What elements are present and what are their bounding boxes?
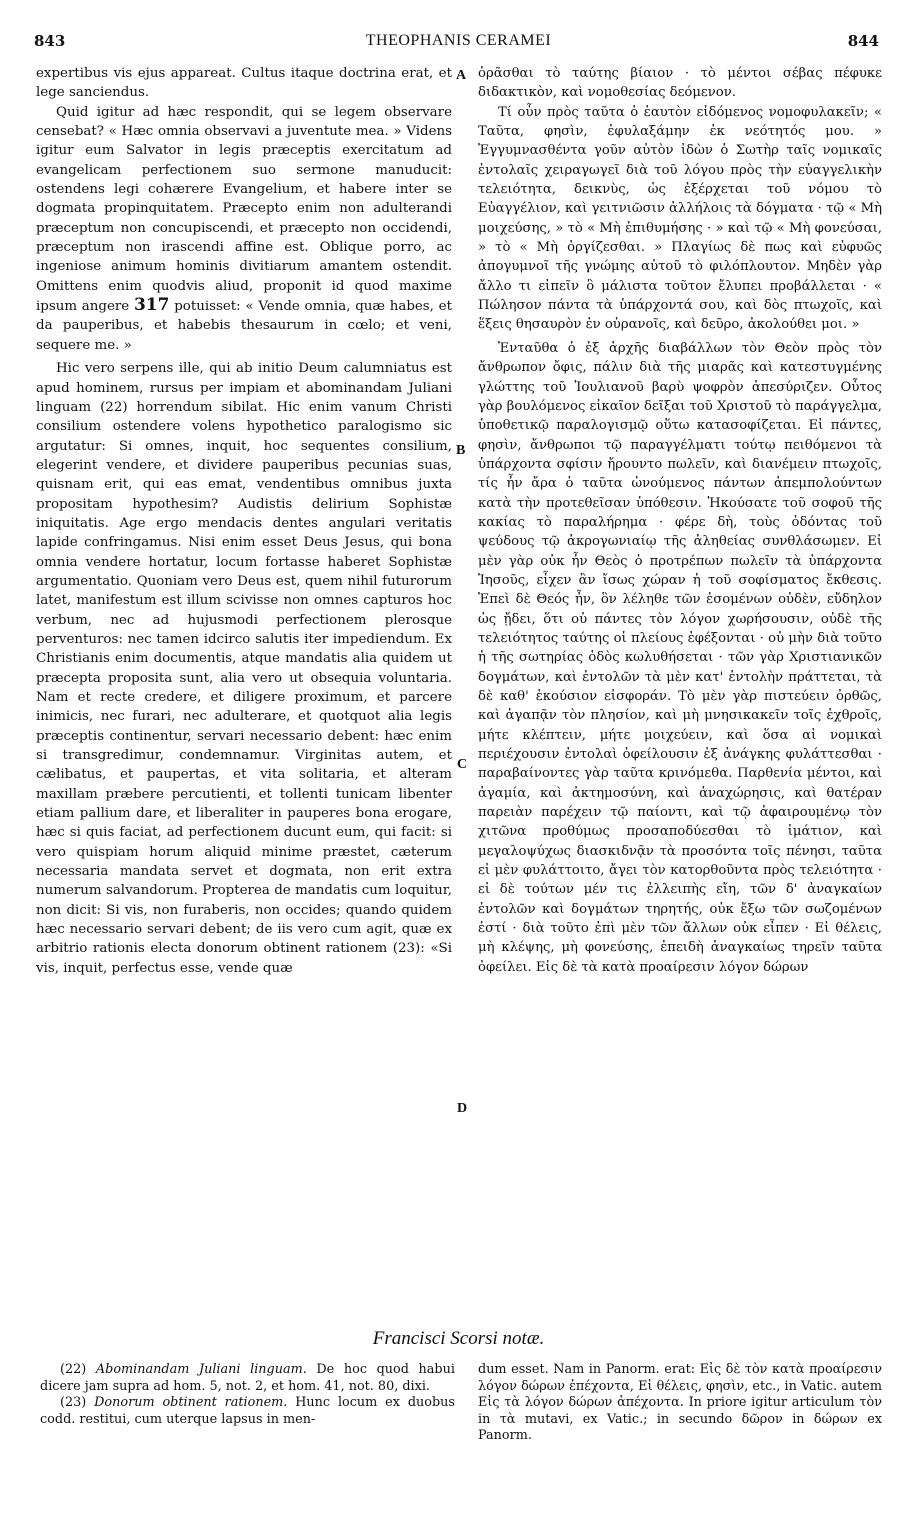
- note-22: (22) Abominandam Juliani linguam. De hoc quod habui dicere jam supra ad hom. 5, not. 2, et hom. 41, not. 80, dixi.: [40, 1362, 455, 1394]
- notes-heading: Francisci Scorsi notæ.: [372, 1328, 545, 1349]
- greek-paragraph-3: Ἐνταῦθα ὁ ἐξ ἀρχῆς διαβάλλων τὸν Θεὸν πρὸς τὸν ἄνθρωπον ὄφις, πάλιν διὰ τῆς μιαρᾶς καὶ κατεστυγμένης γλώττης τοῦ Ἰουλιανοῦ βαρὺ ψοφρὸν ἀπεσύριζεν. Οὗτος γὰρ βουλόμενος εἰκαῖον δεῖξαι τοῦ Χριστοῦ τὸ παράγγελμα, ὑποθετικῷ παραλογισμῷ οὕτω κατασοφίζεται. Εἰ πάντες, φησὶν, ἄνθρωποι τῷ παραγγέλματι τούτῳ πειθόμενοι τὰ ὑπάρχοντα σφίσιν ἤρουντο πωλεῖν, καὶ διανέμειν πτωχοῖς, τίς ἦν ἄρα ὁ ταῦτα ὠνούμενος πάντων ἀπεμπολούντων κατὰ τὴν προτεθεῖσαν ὑπόθεσιν. Ἠκούσατε τοῦ σοφοῦ τῆς κακίας τὸ παραλήρημα · φέρε δὴ, τοὺς ὀδόντας τοῦ ψεύδους τῷ ἀκρογωνιαίῳ τῆς ἀληθείας συνθλάσωμεν. Εἰ μὲν γὰρ οὐκ ἦν Θεὸς ὁ προτρέπων πωλεῖν τὰ ὑπάρχοντα Ἰησοῦς, εἶχεν ἂν ἴσως χώραν ἡ τοῦ σοφίσματος ἔκθεσις. Ἐπεὶ δὲ Θεός ἦν, ὃν λέληθε τῶν ἐσομένων οὐδὲν, εὔδηλον ὡς ᾔδει, ὅτι οὐ πάντες τὸν λόγον χωρήσουσιν, οὐδὲ τῆς τελειότητος ταύτης οἱ πλείους ἐφέξονται · οὐ μὴν διὰ τοῦτο ἡ τῆς σωτηρίας ὁδὸς κωλυθήσεται · τῶν γὰρ Χριστιανικῶν δογμάτων, καὶ ἐντολῶν τὰ μὲν κατ' ἐντολὴν πράττεται, τὰ δὲ καθ' ἑκούσιον εἰσφοράν. Τὸ μὲν γὰρ πιστεύειν ὀρθῶς, καὶ ἀγαπᾷν τὸν πλησίον, καὶ μὴ μνησικακεῖν τοῖς ἐχθροῖς, μήτε κλέπτειν, μήτε μοιχεύειν, καὶ ὅσα αἱ νομικαὶ περιέχουσιν ἐντολαὶ ὀφείλουσιν ἐξ ἀνάγκης φυλάττεσθαι · παραβαίνοντες γὰρ ταῦτα κρινόμεθα. Παρθενία μέντοι, καὶ ἀγαμία, καὶ ἀκτημοσύνη, καὶ ἀναχώρησις, καὶ θατέραν παρειὰν παρέχειν τῷ παίοντι, καὶ τῷ ἀφαιρουμένῳ τὸν χιτῶνα προθύμως προσαποδύεσθαι τὸ ἱμάτιον, καὶ μεγαλοψύχως διασκιδνᾷν τὰ προσόντα τοῖς πένησι, ταῦτα εἰ μὲν φυλάττοιτο, ἄγει τὸν κατορθοῦντα πρὸς τελειότητα · εἰ δὲ τούτων μέν τις ἐλλειπὴς εἴη, τῶν δ' ἀναγκαίων ἐντολῶν καὶ δογμάτων τηρητής, οὐκ ἔξω τῶν σωζομένων ἐστί · διὰ τοῦτο ἐπὶ μὲν τῶν ἄλλων οὐκ εἶπεν · Εἰ θέλεις, μὴ κλέψης, μὴ φονεύσης, ἐπειδὴ ἀναγκαίως τηρεῖν ταῦτα ὀφείλει. Εἰς δὲ τὰ κατὰ προαίρεσιν λόγον δώρων: [478, 340, 882, 975]
- section-marker-a: A: [456, 68, 467, 83]
- latin-column: [36, 64, 452, 978]
- notes-left-column: [40, 1362, 455, 1428]
- greek-column: [478, 64, 882, 977]
- latin-paragraph-2: Quid igitur ad hæc respondit, qui se legem observare censebat? « Hæc omnia observavi a juventute mea. » Videns igitur eum Salvator in legis præceptis exercitatum ad evangelicam perfectionem suo sermone manuducit: ostendens legi cohærere Evangelium, et habere inter se dogmata propinquitatem. Præcepto enim non adulterandi præceptum non concupiscendi, et præcepto non occidendi, præceptum non irascendi affine est. Oblique porro, ac ingeniose animum hominis divitiarum amantem ostendit. Omittens enim quodvis aliud, proponit id quod maxime ipsum angere 317 potuisset: « Vende omnia, quæ habes, et da pauperibus, et habebis thesaurum in cœlo; et veni, sequere me. »: [36, 104, 452, 353]
- running-header: [0, 32, 917, 56]
- page-number-right: 844: [847, 32, 879, 50]
- running-title: THEOPHANIS CERAMEI: [365, 32, 552, 49]
- note-23: (23) Donorum obtinent rationem. Hunc locum ex duobus codd. restitui, cum uterque lapsus in men-: [40, 1395, 455, 1427]
- latin-paragraph-1: expertibus vis ejus appareat. Cultus itaque doctrina erat, et lege sanciendus.: [36, 66, 452, 101]
- section-marker-c: C: [457, 757, 468, 772]
- latin-paragraph-3: Hic vero serpens ille, qui ab initio Deum calumniatus est apud hominem, rursus per impiam et abominandam Juliani linguam (22) horrendum sibilat. Hic enim vanum Christi consilium ostendere volens hypothetico paralogismo sic argutatur: Si omnes, inquit, hoc sequentes consilium, elegerint vendere, et dividere pauperibus pecunias suas, quisnam erit, qui eas emat, vendentibus omnibus juxta propositam hypothesim? Audistis delirium Sophistæ iniquitatis. Age ergo mendacis dentes angulari veritatis lapide confringamus. Nisi enim esset Deus Jesus, qui bona omnia vendere hortatur, locum fortasse haberet Sophistæ argumentatio. Quoniam vero Deus est, quem nihil futurorum latet, manifestum est illum scivisse non omnes capturos hoc verbum, nec ad hujusmodi perfectionem plerosque perventuros: nec tamen idcirco salutis iter impediendum. Ex Christianis enim documentis, atque mandatis alia quidem ut præcepta proposita sunt, alia vero ut obsequia voluntaria. Nam et recte credere, et diligere proximum, et parcere inimicis, nec furari, nec adulterare, et quotquot alia legis præceptis continentur, servari necessario debent: hæc enim si transgredimur, condemnamur. Virginitas autem, et cælibatus, et paupertas, et vita solitaria, et alteram maxillam præbere percutienti, et tollenti tunicam libenter etiam pallium dare, et liberaliter in pauperes bona erogare, hæc si quis faciat, ad perfectionem ducunt eum, qui facit: si vero quispiam horum aliquid minime præstet, cæterum necessaria mandata servet et dogmata, non erit extra numerum salvandorum. Propterea de mandatis cum loquitur, non dicit: Si vis, non furaberis, non occides; quando quidem hæc necessario servari debent; de iis vero cum agit, quæ ex arbitrio rationis electa donorum obtinent rationem (23): «Si vis, inquit, perfectus esse, vende quæ: [36, 361, 452, 976]
- notes-right-column: [478, 1362, 882, 1445]
- page-number-left: 843: [34, 32, 66, 50]
- section-marker-d: D: [457, 1101, 468, 1116]
- edition-page-number: 317: [133, 295, 170, 316]
- greek-paragraph-2: Τί οὖν πρὸς ταῦτα ὁ ἑαυτὸν εἰδόμενος νομοφυλακεῖν; « Ταῦτα, φησὶν, ἐφυλαξάμην ἐκ νεότητός μου. » Ἐγγυμνασθέντα γοῦν αὐτὸν ἰδὼν ὁ Σωτὴρ ταῖς νομικαῖς ἐντολαῖς χειραγωγεῖ διὰ τοῦ λόγου πρὸς τὴν εὐαγγελικὴν τελειότητα, δεικνὺς, ὡς ἐξέρχεται τοῦ νόμου τὸ Εὐαγγέλιον, καὶ γειτνιῶσιν ἀλλήλοις τὰ δόγματα · τῷ « Μὴ μοιχεύσης, » τὸ « Μὴ ἐπιθυμήσης · » καὶ τῷ « Μὴ φονεύσαι, » τὸ « Μὴ ὀργίζεσθαι. » Πλαγίως δὲ πως καὶ εὐφυῶς ἀπογυμνοῖ τῆς γνώμης αὐτοῦ τὸ φιλόπλουτον. Μηδὲν γὰρ ἄλλο τι εἰπεῖν ὃ μάλιστα τοῦτον ἔλυπει προβάλλεται · « Πώλησον πάντα τὰ ὑπάρχοντά σου, καὶ δὸς πτωχοῖς, καὶ ἕξεις θησαυρὸν ἐν οὐρανοῖς, καὶ δεῦρο, ἀκολούθει μοι. »: [478, 104, 882, 333]
- note-23-continued: dum esset. Nam in Panorm. erat: Εἰς δὲ τὸν κατὰ προαίρεσιν λόγον δώρων ἐπέχοντα, Εἰ θέλεις, φησὶν, etc., in Vatic. autem Εἰς τὰ λόγον δώρων ἀπέχοντα. In priore igitur articulum τὸν in τὰ mutavi, ex Vatic.; in secundo δῶρον in δώρων ex Panorm.: [478, 1362, 882, 1443]
- greek-paragraph-1: ὁρᾶσθαι τὸ ταύτης βίαιον · τὸ μέντοι σέβας πέφυκε διδακτικὸν, καὶ νομοθεσίας δεόμενον.: [478, 66, 882, 101]
- section-marker-b: B: [456, 443, 466, 458]
